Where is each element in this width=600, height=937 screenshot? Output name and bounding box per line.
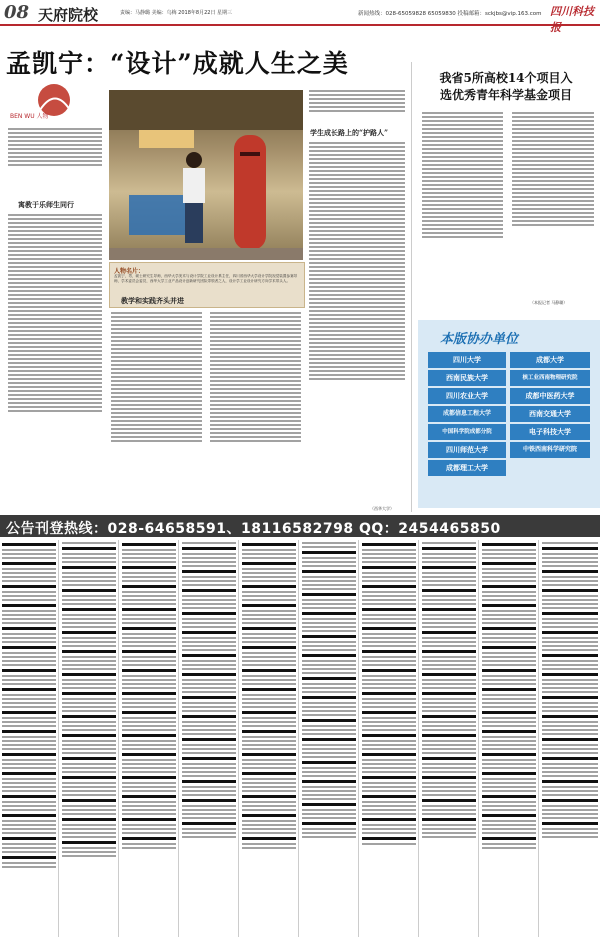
portrait-photo [109, 90, 303, 260]
classified-column [540, 540, 600, 937]
unit-row [428, 388, 590, 404]
unit-row [428, 352, 590, 368]
unit-name: 中铁西南科学研究院 [510, 442, 590, 458]
classifieds-section [0, 540, 600, 937]
article-column-1 [6, 212, 104, 507]
caption-body: 孟凯宁，男，硕士研究生导师，西华大学美术与设计学院工业设计系主任，四川省西华大学设计学院视觉装置参赛导师，学术委员会委员，西华大学工业产品设计创新研究团队带领者之人，设计学工业设计研究方向学术带头人。 [114, 274, 298, 283]
unit-name: 四川农业大学 [428, 388, 506, 404]
classified-column [240, 540, 299, 937]
article-intro-text [6, 126, 104, 196]
unit-name: 西南民族大学 [428, 370, 506, 386]
article-column-2 [109, 310, 204, 507]
unit-name: 成都中医药大学 [510, 388, 590, 404]
unit-row [428, 442, 590, 458]
column-divider [411, 62, 412, 512]
classified-column [480, 540, 539, 937]
article-byline: （西华大学） [370, 506, 394, 511]
article-column-3 [208, 310, 303, 507]
unit-name: 成都大学 [510, 352, 590, 368]
editor-meta: 责编：马静璐 美编：乌梅 2018年8月22日 星期三 [120, 10, 233, 16]
unit-name: 电子科技大学 [510, 424, 590, 440]
co-organizers-title: 本版协办单位 [440, 332, 519, 347]
unit-row [428, 370, 590, 386]
unit-name: 成都信息工程大学 [428, 406, 506, 422]
caption-title: 人物名片： [114, 268, 145, 275]
subhead-1: 寓教于乐师生同行 [18, 200, 74, 209]
sidebar-column-2 [510, 110, 596, 296]
classified-column [300, 540, 359, 937]
page-number: 08 [4, 2, 30, 23]
section-title: 天府院校 [38, 6, 99, 24]
sidebar-reporter: （本报记者 马静璐） [530, 300, 568, 305]
article-column-4a [307, 88, 407, 124]
paper-logo: 四川科技报 [550, 5, 594, 34]
unit-row [428, 424, 590, 440]
classified-column [60, 540, 119, 937]
sidebar-column-1 [420, 110, 505, 310]
article-headline: 孟凯宁：“设计”成就人生之美 [6, 49, 349, 78]
classified-column [120, 540, 179, 937]
unit-name: 中国科学院成都分院 [428, 424, 506, 440]
unit-name: 四川师范大学 [428, 442, 506, 458]
news-hotline: 新闻热线：028-65059828 65059830 投稿邮箱：sckjbs@vip.163.com [358, 11, 542, 17]
brand-label: BEN WU 人物 [10, 113, 49, 120]
sidebar-headline [412, 70, 600, 104]
portrait-photo-graphic [109, 90, 303, 260]
classified-column [360, 540, 419, 937]
sidebar-headline-line-1: 我省5所高校14个项目入 [439, 71, 573, 85]
unit-row [428, 460, 590, 476]
classified-column [180, 540, 239, 937]
classified-column [0, 540, 59, 937]
article-column-4 [307, 140, 407, 507]
unit-name: 四川大学 [428, 352, 506, 368]
subhead-3: 学生成长路上的“护路人” [310, 128, 389, 137]
unit-name: 核工业西南物理研究院 [510, 370, 590, 386]
unit-name: 成都理工大学 [428, 460, 506, 476]
sidebar-headline-line-2: 选优秀青年科学基金项目 [439, 88, 572, 102]
unit-name: 西南交通大学 [510, 406, 590, 422]
brand-mark [10, 82, 80, 122]
brand-mark-graphic [10, 82, 80, 122]
classified-column [420, 540, 479, 937]
subhead-2: 教学和实践齐头并进 [121, 296, 184, 305]
ad-hotline-text: 公告刊登热线：028-64658591、18116582798 QQ：2454465850 [6, 521, 501, 537]
unit-row [428, 406, 590, 422]
